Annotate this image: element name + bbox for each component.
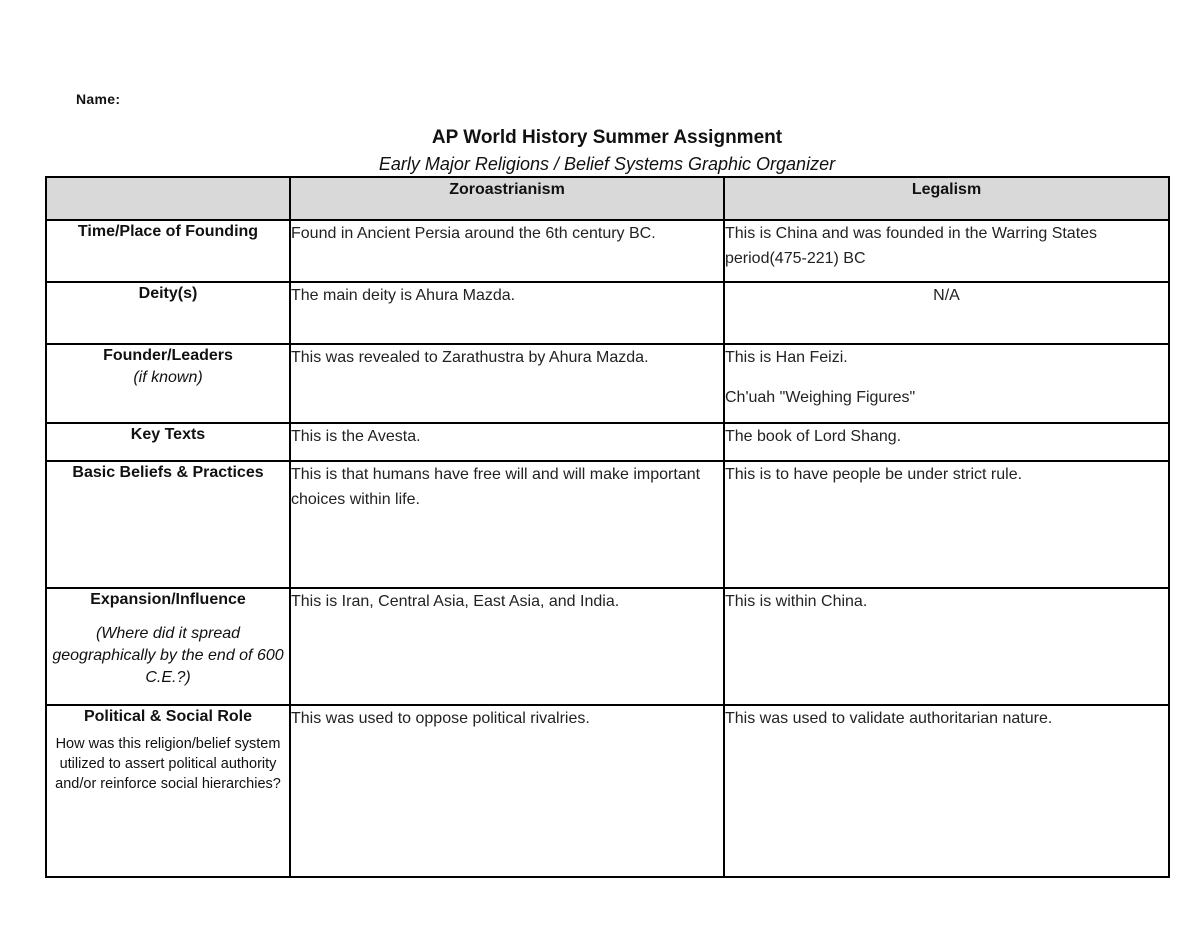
cell-legalism[interactable]: This is China and was founded in the Warring States period(475-221) BC (724, 220, 1169, 282)
row-header (46, 220, 290, 282)
row-label: Expansion/Influence (90, 591, 246, 608)
header-blank (46, 177, 290, 220)
cell-legalism-line2: Ch'uah "Weighing Figures" (725, 389, 916, 406)
row-label: Deity(s) (138, 285, 198, 302)
cell-zoroastrianism[interactable]: This is the Avesta. (290, 423, 724, 461)
table-row (46, 588, 1169, 705)
cell-legalism[interactable]: This is within China. (724, 588, 1169, 705)
page-subtitle: Early Major Religions / Belief Systems Graphic Organizer (378, 154, 836, 174)
row-note: (Where did it spread geographically by the end of 600 C.E.?) (52, 625, 284, 686)
header-legalism: Legalism (724, 177, 1169, 220)
cell-legalism[interactable]: This is to have people be under strict rule. (724, 461, 1169, 588)
row-note: (if known) (133, 369, 203, 386)
row-header (46, 588, 290, 705)
row-label: Time/Place of Founding (77, 223, 259, 240)
table-row (46, 461, 1169, 588)
cell-legalism[interactable] (724, 344, 1169, 423)
name-label: Name: (76, 91, 121, 107)
table-row (46, 220, 1169, 282)
table-row (46, 705, 1169, 877)
table-row (46, 423, 1169, 461)
row-header (46, 423, 290, 461)
cell-zoroastrianism[interactable]: Found in Ancient Persia around the 6th century BC. (290, 220, 724, 282)
cell-legalism[interactable]: N/A (724, 282, 1169, 344)
cell-zoroastrianism[interactable]: This was revealed to Zarathustra by Ahura Mazda. (290, 344, 724, 423)
header-zoroastrianism: Zoroastrianism (290, 177, 724, 220)
cell-legalism[interactable]: The book of Lord Shang. (724, 423, 1169, 461)
row-label: Founder/Leaders (103, 347, 233, 364)
table-row (46, 344, 1169, 423)
row-header (46, 461, 290, 588)
table-header-row (46, 177, 1169, 220)
cell-legalism[interactable]: This was used to validate authoritarian nature. (724, 705, 1169, 877)
cell-zoroastrianism[interactable]: This was used to oppose political rivalries. (290, 705, 724, 877)
row-header (46, 705, 290, 877)
cell-zoroastrianism[interactable]: This is Iran, Central Asia, East Asia, and India. (290, 588, 724, 705)
row-label: Key Texts (130, 426, 206, 443)
row-header (46, 344, 290, 423)
row-label: Basic Beliefs & Practices (72, 464, 264, 481)
cell-zoroastrianism[interactable]: This is that humans have free will and will make important choices within life. (290, 461, 724, 588)
row-question: How was this religion/belief system utilized to assert political authority and/or reinforce social hierarchies? (55, 736, 281, 792)
row-header (46, 282, 290, 344)
cell-zoroastrianism[interactable]: The main deity is Ahura Mazda. (290, 282, 724, 344)
table-row (46, 282, 1169, 344)
graphic-organizer-table (45, 176, 1170, 878)
page-title: AP World History Summer Assignment (431, 127, 783, 148)
row-label: Political & Social Role (83, 708, 253, 725)
cell-legalism-line1: This is Han Feizi. (725, 349, 848, 366)
